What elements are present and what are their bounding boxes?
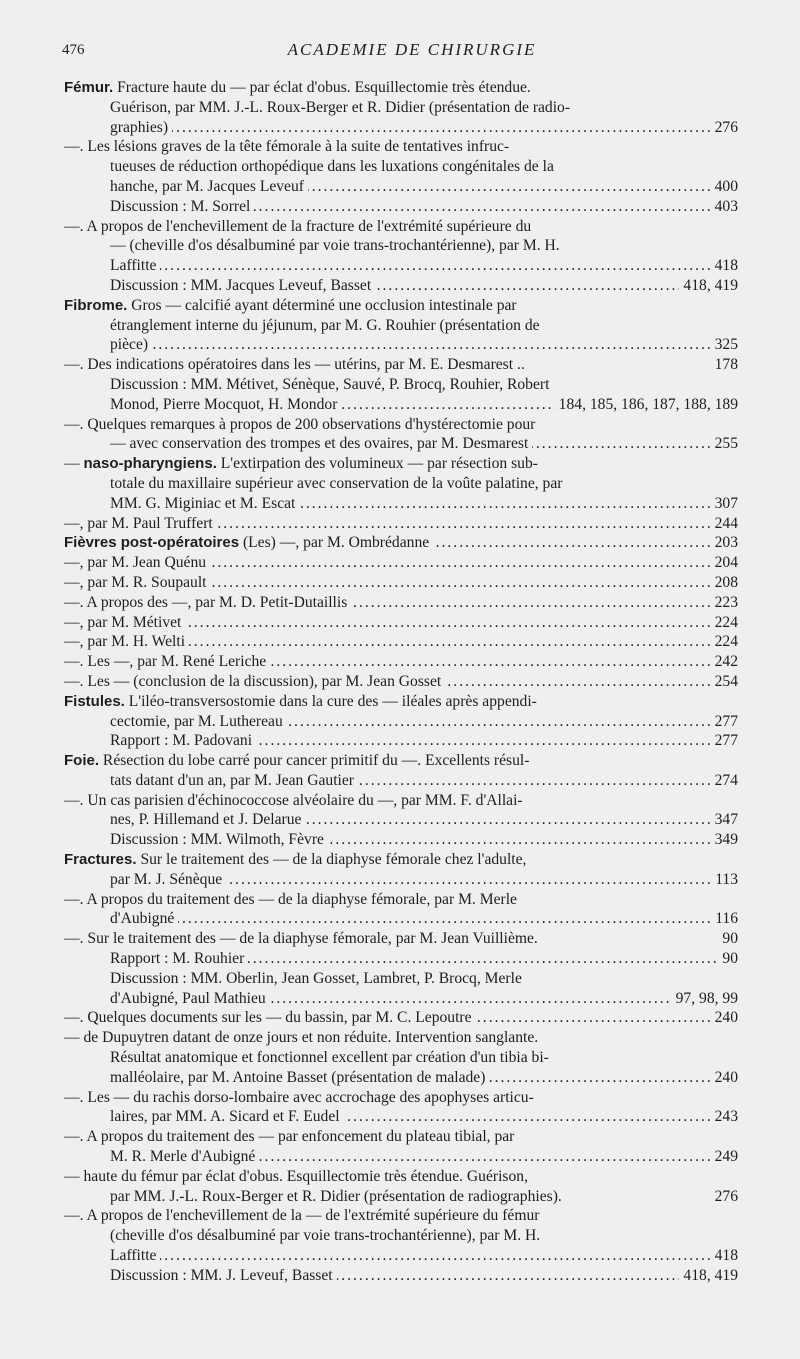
index-line [64, 98, 738, 118]
page-reference: 418, 419 [679, 1266, 738, 1286]
entry-text [64, 533, 433, 553]
entry-body: —. A propos des —, par M. D. Petit-Dutaillis [64, 593, 348, 611]
entry-body: Guérison, par MM. J.-L. Roux-Berger et R. Didier (présentation de radio- [110, 98, 571, 116]
leader-dots [64, 256, 738, 276]
index-line [64, 850, 738, 870]
index-line [64, 177, 738, 197]
entry-text [64, 692, 541, 712]
index-line [64, 118, 738, 138]
entry-text [64, 494, 299, 514]
index-line [64, 1187, 738, 1207]
page-reference: 403 [711, 197, 738, 217]
running-title: ACADEMIE DE CHIRURGIE [287, 40, 537, 59]
index-line [64, 454, 738, 474]
page-reference: 254 [711, 672, 738, 692]
entry-keyword: Fractures. [64, 851, 137, 869]
entry-body: totale du maxillaire supérieur avec conservation de la voûte palatine, par [110, 474, 563, 492]
entry-body: — de Dupuytren datant de onze jours et non réduite. Intervention sanglante. [64, 1029, 539, 1047]
entry-text [64, 1226, 544, 1246]
index-line [64, 731, 738, 751]
page-reference: 184, 185, 186, 187, 188, 189 [555, 395, 738, 415]
entry-text [64, 514, 217, 534]
entry-body: Discussion : MM. Jacques Leveuf, Basset [110, 276, 372, 294]
entry-text [64, 909, 178, 929]
entry-body: d'Aubigné [110, 910, 175, 928]
page-reference: 178 [711, 355, 738, 375]
entry-text [64, 78, 535, 98]
entry-body: nes, P. Hillemand et J. Delarue [110, 811, 302, 829]
entry-text [64, 217, 535, 237]
entry-body: d'Aubigné, Paul Mathieu [110, 989, 266, 1007]
page-reference: 243 [711, 1107, 738, 1127]
index-line [64, 1107, 738, 1127]
entry-body: —. A propos de l'enchevillement de la fracture de l'extrémité supérieure du [64, 217, 532, 235]
entry-text [64, 434, 532, 454]
entry-body: graphies) [110, 118, 169, 136]
entry-body: Laffitte [110, 1247, 157, 1265]
entry-text [64, 1206, 543, 1226]
index-line [64, 434, 738, 454]
page-reference: 240 [711, 1008, 738, 1028]
entry-text [64, 1246, 160, 1266]
index-line [64, 771, 738, 791]
entry-body: —. Les — (conclusion de la discussion), par M. Jean Gosset [64, 672, 442, 690]
page-reference: 90 [718, 929, 738, 949]
entry-body: tats datant d'un an, par M. Jean Gautier [110, 771, 355, 789]
page-reference: 223 [711, 593, 738, 613]
index-line [64, 1127, 738, 1147]
entry-body: hanche, par M. Jacques Leveuf [110, 177, 304, 195]
page-reference: 400 [711, 177, 738, 197]
entry-body: Discussion : MM. Métivet, Sénèque, Sauvé, P. Brocq, Rouhier, Robert [110, 375, 550, 393]
entry-keyword: Fièvres post-opératoires [64, 534, 240, 552]
entry-body: —. Quelques remarques à propos de 200 observations d'hystérectomie pour [64, 415, 536, 433]
entry-body: —, par M. Paul Truffert [64, 514, 213, 532]
index-line [64, 197, 738, 217]
entry-body: Discussion : MM. Wilmoth, Fèvre [110, 831, 324, 849]
index-line [64, 1266, 738, 1286]
index-line [64, 1028, 738, 1048]
index-line [64, 137, 738, 157]
entry-text [64, 771, 358, 791]
entry-body: —, par M. H. Welti [64, 633, 186, 651]
index-line [64, 1167, 738, 1187]
entry-body: Laffitte [110, 257, 157, 275]
entry-text [64, 989, 270, 1009]
entry-text [64, 712, 287, 732]
entry-body: — (cheville d'os désalbuminé par voie trans-trochantérienne), par M. H. [110, 237, 560, 255]
index-line [64, 474, 738, 494]
index-entries [64, 78, 738, 1286]
leader-dots [64, 335, 738, 355]
entry-text [64, 118, 172, 138]
entry-body: par M. J. Sénèque [110, 870, 223, 888]
index-line [64, 1246, 738, 1266]
index-line [64, 217, 738, 237]
entry-body: Sur le traitement des — de la diaphyse fémorale chez l'adulte, [136, 851, 527, 869]
entry-text [64, 1028, 542, 1048]
page-reference: 277 [711, 731, 738, 751]
index-line [64, 256, 738, 276]
entry-text [64, 474, 566, 494]
entry-text [64, 949, 248, 969]
index-line [64, 830, 738, 850]
entry-text [64, 791, 527, 811]
entry-text [64, 1088, 538, 1108]
entry-body: —. A propos de l'enchevillement de la — de l'extrémité supérieure du fémur [64, 1207, 540, 1225]
page-reference: 255 [711, 434, 738, 454]
entry-text [64, 395, 341, 415]
index-line [64, 1068, 738, 1088]
index-line [64, 1048, 738, 1068]
index-line [64, 810, 738, 830]
index-line [64, 949, 738, 969]
entry-text [64, 316, 544, 336]
index-line [64, 1226, 738, 1246]
entry-body: —. Les lésions graves de la tête fémorale à la suite de tentatives infruc- [64, 138, 510, 156]
entry-body: Discussion : MM. J. Leveuf, Basset [110, 1266, 333, 1284]
index-line [64, 375, 738, 395]
index-line [64, 1088, 738, 1108]
entry-body: Discussion : M. Sorrel [110, 197, 251, 215]
index-line [64, 514, 738, 534]
entry-body: malléolaire, par M. Antoine Basset (présentation de malade) [110, 1068, 486, 1086]
index-line [64, 890, 738, 910]
entry-text [64, 593, 351, 613]
index-line [64, 395, 738, 415]
entry-text [64, 98, 574, 118]
entry-body: —, par M. R. Soupault [64, 573, 207, 591]
page-reference: 242 [711, 652, 738, 672]
index-line [64, 1206, 738, 1226]
entry-text [64, 751, 533, 771]
entry-body: laires, par MM. A. Sicard et F. Eudel [110, 1108, 340, 1126]
index-line [64, 672, 738, 692]
page-reference: 276 [711, 1187, 738, 1207]
page-reference: 116 [711, 909, 738, 929]
entry-text [64, 335, 152, 355]
page-reference: 244 [711, 514, 738, 534]
entry-body: Fracture haute du — par éclat d'obus. Esquillectomie très étendue. [113, 79, 531, 96]
entry-body: Résultat anatomique et fonctionnel excellent par création d'un tibia bi- [110, 1049, 549, 1067]
entry-text [64, 415, 539, 435]
entry-body: MM. G. Miginiac et M. Escat [110, 494, 296, 512]
entry-keyword: Foie. [64, 752, 100, 770]
index-line [64, 573, 738, 593]
page-reference: 208 [711, 573, 738, 593]
page-reference: 203 [711, 533, 738, 553]
entry-text [64, 830, 328, 850]
entry-text [64, 296, 521, 316]
page-reference: 97, 98, 99 [672, 989, 738, 1009]
index-line [64, 78, 738, 98]
page-reference: 240 [711, 1068, 738, 1088]
page-reference: 418, 419 [679, 276, 738, 296]
entry-keyword: Fistules. [64, 692, 125, 710]
entry-text [64, 1147, 259, 1167]
page-reference: 307 [711, 494, 738, 514]
entry-keyword: Fibrome. [64, 296, 128, 314]
entry-text [64, 1266, 337, 1286]
entry-body: Discussion : MM. Oberlin, Jean Gosset, Lambret, P. Brocq, Merle [110, 969, 522, 987]
entry-text [64, 256, 160, 276]
page-reference: 113 [711, 870, 738, 890]
index-line [64, 692, 738, 712]
page-reference: 325 [711, 335, 738, 355]
entry-text [64, 850, 530, 870]
entry-body: —. Sur le traitement des — de la diaphyse fémorale, par M. Jean Vuillième. [64, 930, 538, 948]
page-reference: 418 [711, 256, 738, 276]
entry-text [64, 276, 375, 296]
entry-keyword: Fémur. [64, 79, 114, 96]
entry-body: L'iléo-transversostomie dans la cure des — iléales après appendi- [124, 692, 537, 710]
index-line [64, 494, 738, 514]
entry-body: —. A propos du traitement des — par enfoncement du plateau tibial, par [64, 1128, 515, 1146]
index-line [64, 989, 738, 1009]
page-reference: 204 [711, 553, 738, 573]
entry-body: —. Des indications opératoires dans les — utérins, par M. E. Desmarest .. [64, 356, 525, 374]
entry-body: tueuses de réduction orthopédique dans les luxations congénitales de la [110, 158, 554, 176]
index-line [64, 296, 738, 316]
entry-text [64, 1107, 344, 1127]
index-line [64, 791, 738, 811]
page-reference: 249 [711, 1147, 738, 1167]
page-reference: 349 [711, 830, 738, 850]
entry-text [64, 454, 542, 474]
index-line [64, 236, 738, 256]
index-line [64, 316, 738, 336]
entry-text [64, 1048, 553, 1068]
index-line [64, 652, 738, 672]
page-reference: 90 [718, 949, 738, 969]
entry-text [64, 177, 308, 197]
entry-text [64, 870, 226, 890]
page-reference: 347 [711, 810, 738, 830]
entry-body: — haute du fémur par éclat d'obus. Esquillectomie très étendue. Guérison, [64, 1167, 528, 1185]
entry-text [64, 355, 529, 375]
entry-text [64, 929, 542, 949]
entry-body: Rapport : M. Rouhier [110, 950, 245, 968]
index-line [64, 276, 738, 296]
index-line [64, 157, 738, 177]
entry-text [64, 1167, 532, 1187]
entry-body: Monod, Pierre Mocquot, H. Mondor [110, 395, 338, 413]
page-reference: 277 [711, 712, 738, 732]
entry-text [64, 137, 513, 157]
index-line [64, 712, 738, 732]
entry-text [64, 1068, 489, 1088]
index-line [64, 593, 738, 613]
entry-body: pièce) [110, 336, 149, 354]
entry-text [64, 672, 445, 692]
entry-text [64, 157, 558, 177]
index-line [64, 929, 738, 949]
entry-text [64, 197, 254, 217]
entry-body: —. Un cas parisien d'échinococcose alvéolaire du —, par MM. F. d'Allai- [64, 791, 523, 809]
entry-text [64, 573, 211, 593]
entry-text [64, 613, 185, 633]
entry-body: (cheville d'os désalbuminé par voie trans-trochantérienne), par M. H. [110, 1227, 541, 1245]
entry-text [64, 652, 270, 672]
entry-text [64, 890, 521, 910]
page-reference: 274 [711, 771, 738, 791]
index-line [64, 1147, 738, 1167]
entry-body: —. Les — du rachis dorso-lombaire avec accrochage des apophyses articu- [64, 1088, 534, 1106]
entry-body: cectomie, par M. Luthereau [110, 712, 283, 730]
index-line [64, 632, 738, 652]
page-header [62, 40, 762, 62]
entry-text [64, 1127, 518, 1147]
index-line [64, 355, 738, 375]
entry-text [64, 969, 526, 989]
entry-body: —, par M. Jean Quénu [64, 554, 207, 572]
page-reference: 418 [711, 1246, 738, 1266]
entry-body: Rapport : M. Padovani [110, 732, 253, 750]
index-line [64, 1008, 738, 1028]
entry-text [64, 1187, 566, 1207]
page-reference: 276 [711, 118, 738, 138]
index-line [64, 533, 738, 553]
entry-prefix: — [64, 455, 84, 473]
page-reference: 224 [711, 613, 738, 633]
entry-body: —, par M. Métivet [64, 613, 182, 631]
index-line [64, 751, 738, 771]
page-number: 476 [62, 42, 85, 58]
entry-body: —. A propos du traitement des — de la diaphyse fémorale, par M. Merle [64, 890, 517, 908]
index-line [64, 415, 738, 435]
entry-body: étranglement interne du jéjunum, par M. G. Rouhier (présentation de [110, 316, 540, 334]
index-line [64, 335, 738, 355]
entry-text [64, 553, 210, 573]
entry-text [64, 632, 189, 652]
index-line [64, 553, 738, 573]
entry-body: Résection du lobe carré pour cancer primitif du —. Excellents résul- [99, 752, 530, 770]
entry-body: L'extirpation des volumineux — par résection sub- [216, 455, 538, 473]
entry-text [64, 1008, 476, 1028]
entry-keyword: naso-pharyngiens. [83, 455, 217, 473]
index-line [64, 870, 738, 890]
entry-body: —. Quelques documents sur les — du bassin, par M. C. Lepoutre [64, 1009, 472, 1027]
leader-dots [64, 1246, 738, 1266]
index-line [64, 969, 738, 989]
entry-text [64, 731, 256, 751]
entry-text [64, 810, 305, 830]
index-line [64, 909, 738, 929]
page-reference: 224 [711, 632, 738, 652]
entry-text [64, 236, 564, 256]
entry-body: M. R. Merle d'Aubigné [110, 1148, 256, 1166]
entry-text [64, 375, 553, 395]
entry-body: —. Les —, par M. René Leriche [64, 653, 267, 671]
entry-body: par MM. J.-L. Roux-Berger et R. Didier (présentation de radiographies). [110, 1187, 562, 1205]
entry-body: (Les) —, par M. Ombrédanne [239, 534, 430, 552]
entry-body: — avec conservation des trompes et des ovaires, par M. Desmarest [110, 435, 529, 453]
entry-body: Gros — calcifié ayant déterminé une occlusion intestinale par [127, 296, 517, 314]
index-line [64, 613, 738, 633]
